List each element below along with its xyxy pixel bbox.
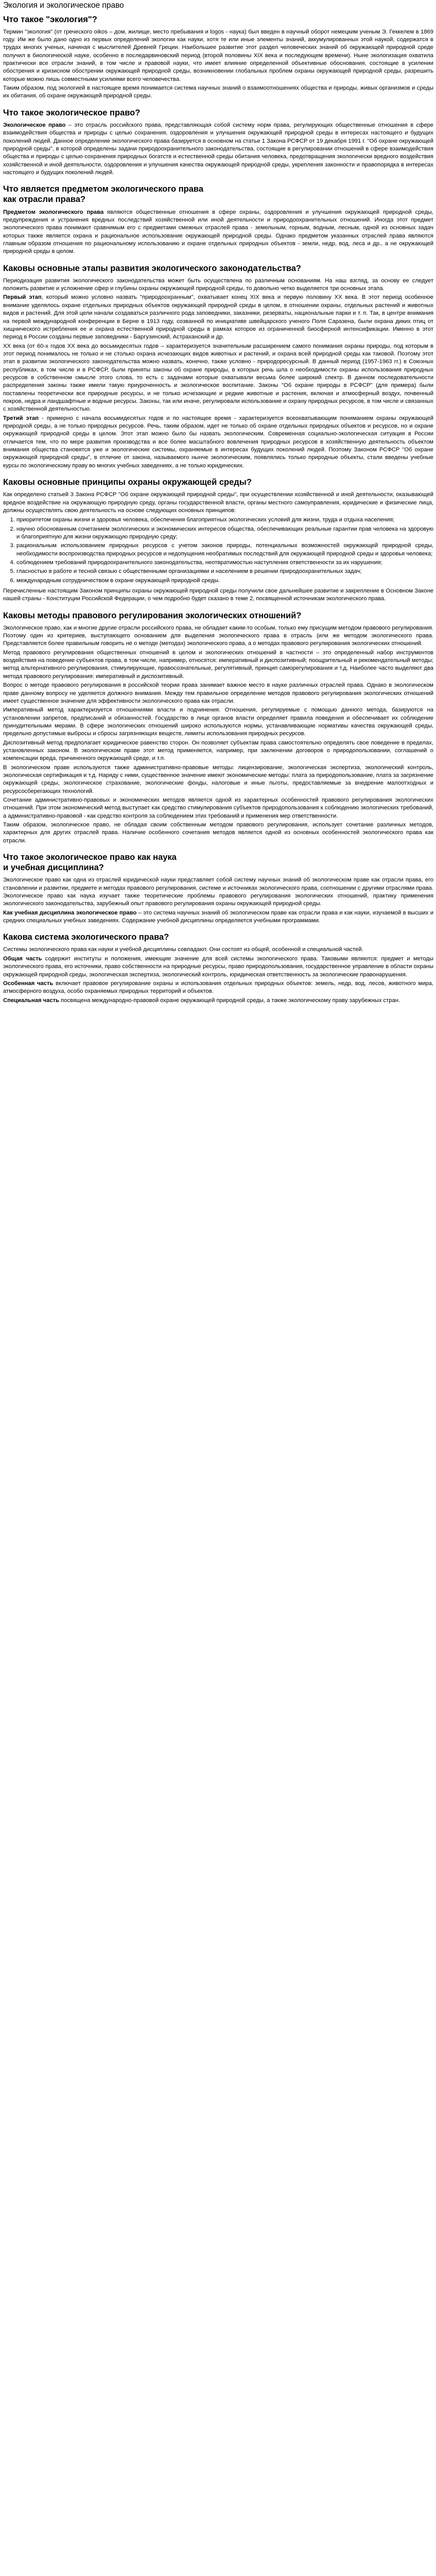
- section: [3, 184, 433, 256]
- paragraph-text: Императивный метод характеризуется отношениями власти и подчинения. Отношения, регулируемые с помощью данного метода, базируются на установлении запретов, предписаний и обязанностей. Государство в лице органов власти определяет правила поведения и обеспечивает их соблюдение принудительными мерами. В сфере экологических отношений широко используются нормы, устанавливающие нормативы качества окружающей среды, предельно допустимые выбросы и сбросы загрязняющих веществ, лимиты использования природных ресурсов.: [3, 707, 433, 737]
- document: [0, 0, 436, 1018]
- list-item: 6. международным сотрудничеством в охране окружающей природной среды.: [16, 577, 433, 585]
- section: [3, 108, 433, 177]
- paragraph-text: Перечисленные настоящим Законом принципы охраны окружающей природной среды получили свое дальнейшее развитие и закрепление в Основном Законе нашей страны - Конституции Российской Федерации, о чем подробно будет сказано в теме 2, посвященной источникам экологического права.: [3, 587, 433, 602]
- paragraph-text: являются общественные отношения в сфере охраны, оздоровления и улучшения окружающей природной среды, предупреждения и устранения вредных последствий хозяйственной или иной деятельности и природоохранительных отношений. Иногда этот предмет экологического права понимают сравнимым его с предметами смежных отраслей права - земельным, горным, водным, лесным, одной из основных задач которых также является охрана и рациональное использование окружающей природной среды. Однако предметом указанных отраслей права являются главным образом отношения по рациональному использованию и охране отдельных природных объектов - земли, недр, вод, леса и др., а не окружающей природной среды в целом.: [3, 209, 433, 255]
- paragraph-text: Таким образом, под экологией в настоящее время понимается система научных знаний о взаимоотношениях общества и природы, живых организмов и среды их обитания, об охране окружающей природной среды.: [3, 85, 433, 99]
- list-item: 2. научно обоснованным сочетанием экологических и экономических интересов общества, обеспечивающих реальные гарантии прав человека на здоровую и благоприятную для жизни окружающую природную среду;: [16, 526, 433, 541]
- section: [3, 477, 433, 603]
- section-heading: Что такое "экология"?: [3, 14, 97, 24]
- section-heading: Каковы основные принципы охраны окружающей среды?: [3, 478, 252, 487]
- paragraph-lead: Общая часть: [3, 955, 42, 962]
- paragraph-text: – это система научных знаний об экологическом праве как отрасли права и как науки, изучаемой в высших и средних специальных учебных заведениях. Содержание учебной дисциплины определяется учебными программами.: [3, 909, 434, 924]
- numbered-list: [3, 516, 433, 585]
- paragraph-text: Как определено статьей 3 Закона РСФСР "Об охране окружающей природной среды", при осуществлении хозяйственной и иной деятельности, оказывающей вредное воздействие на окружающую природную среду, органы государственной власти, органы местного самоуправления, юридические и физические лица, должны осуществлять свою деятельность на основе следующих основных принципов:: [3, 492, 433, 514]
- list-item: 3. рациональным использованием природных ресурсов с учетом законов природы, потенциальных возможностей окружающей природной среды, необходимости воспроизводства природных ресурсов и недопущения необратимых последствий для окружающей природной среды и здоровья человека;: [16, 542, 433, 558]
- section-heading: Каковы основные этапы развития экологического законодательства?: [3, 263, 302, 273]
- paragraph-lead: Предметом экологического права: [3, 209, 104, 215]
- paragraph: [3, 28, 433, 83]
- section-heading: Каковы методы правового регулирования экологических отношений?: [3, 611, 302, 620]
- section-heading: Что является предметом экологического права как отрасли права?: [3, 184, 204, 205]
- paragraph-lead: Третий этап: [3, 415, 39, 421]
- section-heading: Что такое экологическое право?: [3, 108, 141, 117]
- paragraph: [3, 84, 433, 100]
- paragraph: [3, 980, 433, 996]
- paragraph: [3, 587, 433, 603]
- paragraph-text: – это отрасль российского права, представляющая собой систему норм права, регулирующих общественные отношения в сфере взаимодействия общества и природы с целью сохранения, оздоровления и улучшения окружающей природной среды в интересах настоящего и будущих поколений людей. Данное определение экологического права базируется в основном на статье 1 Закона РСФСР от 19 декабря 1991 г. "Об охране окружающей природной среды", в которой определены задачи природоохранительного законодательства, состоящие в регулировании отношений в сфере взаимодействия общества и природы с целью сохранения природных богатств и естественной среды обитания человека, предотвращения экологически вредного воздействия хозяйственной и иной деятельности, оздоровления и улучшения качества окружающей природной среды, укрепления законности и правопорядка в интересах настоящего и будущих поколений людей.: [3, 122, 433, 176]
- paragraph: [3, 876, 433, 908]
- paragraph-text: Таким образом, экологическое право, не обладая своим собственным методом правового регулирования, использует сочетание различных методов, характерных для других отраслей права. Наличие особенного сочетания методов является одной из основных особенностей экологического права как отрасли.: [3, 822, 433, 844]
- paragraph: [3, 796, 433, 820]
- list-item: 5. гласностью в работе и тесной связью с общественными организациями и населением в решении природоохранительных задач;: [16, 568, 433, 575]
- paragraph: [3, 946, 433, 954]
- paragraph: [3, 682, 433, 705]
- paragraph-text: Системы экологического права как науки и учебной дисциплины совпадают. Они состоят из общей, особенной и специальной частей.: [3, 946, 363, 953]
- paragraph-lead: Особенная часть: [3, 980, 54, 987]
- list-item: 4. соблюдением требований природоохранительного законодательства, неотвратимостью наступления ответственности за их нарушения;: [16, 559, 433, 567]
- paragraph: [3, 706, 433, 738]
- paragraph: [3, 821, 433, 845]
- paragraph-lead: Экологическое право: [3, 122, 66, 128]
- sections-container: [3, 14, 433, 1005]
- section: [3, 611, 433, 845]
- list-item: 1. приоритетом охраны жизни и здоровья человека, обеспечения благоприятных экологических условий для жизни, труда и отдыха населения;: [16, 516, 433, 524]
- paragraph-text: XX века (от 60-х годов XX века до восьмидесятых годов – характеризуется значительным расширением самого понимания охраны природы, под которым в этот период понималось не только и не столько охрана исчезающих видов животных и растений, и охрана всей природной среды как таковой. Поэтому этот этап в развитии экологического законодательства можно назвать, конечно, также условно - природоресурсный. В данный период (1957-1963 гг.) в Союзных республиках, в том числе и в РСФСР, были приняты законы об охране природы, в которых речь шла о необходимости охраны использования природных ресурсов в собственном смысле этого слова, то есть с задачами которые охватывали весьма более широкий спектр. В данном последовательности распределения законы также имели такую приуроченность и экологическое воспитание. Законы "Об охране природы в РСФСР" (для примера) были поставлены теоретически все природные ресурсы, и не только исчезающие и редкие животные и растения, включая и атмосферный воздух, почвенный покров, недра и ландшафтные и водные ресурсы. Законы, так или иначе, регулировали использование и охрану природных ресурсов, в том числе и связанных с хозяйственной деятельностью.: [3, 343, 433, 413]
- paragraph: [3, 343, 433, 414]
- paragraph-text: Экологическое право как одна из отраслей юридической науки представляет собой систему научных знаний об экологическом праве как отрасли права, его становлении и развитии, предмете и методах правового регулирования, системе и источниках экологического права, соотношении с другими отраслями права. Экологическое право как наука изучает также теоретические проблемы правового регулирования экологических отношений, практику применения экологического законодательства, зарубежный опыт правового регулирования охраны окружающей природной среды.: [3, 877, 433, 907]
- section: [3, 852, 433, 925]
- paragraph-lead: Как учебная дисциплина экологическое право: [3, 909, 137, 916]
- paragraph-text: включает правовое регулирование охраны и использования отдельных природных объектов: земель, недр, вод, лесов, животного мира, атмосферного воздуха, особо охраняемых природных территорий и объектов.: [3, 980, 433, 995]
- paragraph-text: Вопрос о методе правового регулирования в российской теории права занимает важное место в науке различных отраслей права. Однако в экологическом праве данному вопросу не уделяется должного внимания. Между тем правильное определение методов правового регулирования экологических отношений имеет существенное значение для эффективности экологического права как отрасли.: [3, 682, 433, 704]
- paragraph-text: - примерно с начала восьмидесятых годов и по настоящее время - характеризуется всеохватывающим пониманием охраны окружающей природной среды, а не только природных ресурсов. Речь, таким образом, идет не только об охране отдельных природных объектов и ресурсов, но и охране окружающей природной среды в целом. Этот этап можно было бы назвать экологическим. Современная социально-экологическая ситуация в России отличается тем, что по мере развития производства и все более масштабного вовлечения природных ресурсов в хозяйственную деятельность объектом внимания общества становятся уже и экологические системы, охраняемые в интересах будущих поколений людей. Поэтому Законом РСФСР "Об охране окружающей природной среды", в отличие от закона, называемого нынче экологическим, появлялись только природные объекты, стали введены учебные курсы по экологическому праву во многих учебных заведениях, а не только юридических.: [3, 415, 433, 469]
- paragraph-text: Сочетание административно-правовых и экономических методов является одной из характерных особенностей правового регулирования экологических отношений. При этом экономический метод выступает как средство стимулирования субъектов природопользования к соблюдению экологических требований, а административно-правовой - как средство контроля за соблюдением этих требований и применения мер ответственности.: [3, 796, 433, 819]
- paragraph: [3, 997, 433, 1005]
- paragraph: [3, 649, 433, 681]
- paragraph: [3, 764, 433, 795]
- paragraph: [3, 909, 433, 925]
- paragraph-text: Периодизация развития экологического законодательства может быть осуществлена по различным основаниям. На наш взгляд, за основу ее следует положить развитие и усложнение сфер и глубины охраны окружающей природной среды, то довольно четко выделяется три основных этапа.: [3, 277, 433, 292]
- section-heading: Какова система экологического права?: [3, 933, 169, 942]
- paragraph-text: Термин "экология" (от греческого oikos – дом, жилище, место пребывания и logos - наука) был введен в научный оборот немецким ученым Э. Геккелем в 1869 году. Им же было дано одно из первых определений экологии как науки, хотя те или иные элементы знаний, аккумулированных этой наукой, содержатся в трудах многих ученых, начиная с мыслителей Древней Греции. Наибольшее развитие этот раздел человеческих знаний об окружающей природной среде получил в биологической науке, особенно в последарвиновский период (второй половины XIX века и последующем времени). Ныне экологизация охватила практически все отрасли знаний, в том числе и правовой науки, что имеет влияние определенной объективные обоснования, состоящие в усилении обострения и кризисном обострении окружающей природной среды, возникновении глобальных проблем охраны окружающей природной среды, разрешить которые можно лишь совместными усилиями всего человечества.: [3, 28, 433, 82]
- section-heading: Что такое экологическое право как наука и учебная дисциплина?: [3, 853, 177, 873]
- paragraph: [3, 955, 433, 979]
- paragraph: [3, 209, 433, 256]
- paragraph-text: , который можно условно назвать "природоохранным", охватывает конец XIX века и первую половину XX века. В этот период особенное внимание уделялось охране отдельных природных объектов окружающей природной среды в целом, в отношении охраны, отдельных растений и животных видов и растений. Для этой цели начали создаваться различного рода заповедники, заказники, резерваты, национальные парки и т. п. Так, в центре внимания на первой международной конференции в Берне в 1913 году, созванной по инициативе швейцарского ученого Поля Саразена, были охрана диких птиц от хищнического истребления ее и охрана естественной природной среды в рамках которое из ограниченной биосферной интенсификации. Именно в этот период в России созданы первые заповедники - Баргузинский, Астраханский и др.: [3, 294, 433, 341]
- paragraph-text: Метод правового регулирования общественных отношений в целом и экологических отношений в частности – это определенный набор инструментов воздействия на поведение субъектов права, в том числе, например, относятся: императивный и диспозитивный; поощрительный и рекомендательный методы; метод альтернативного регулирования, стимулирующие, правосознательные, регулятивный, принцип саморегулирования и т.д. Наиболее часто выделяют два метода правового регулирования: императивный и диспозитивный.: [3, 649, 433, 680]
- paragraph-text: В экологическом праве используются также административно-правовые методы: лицензирование, экологическая экспертиза, экологический контроль, экологическая сертификация и т.д. Наряду с ними, существенное значение имеют экономические методы: плата за природопользование, плата за загрязнение окружающей среды, экологическое страхование, экологические фонды, налоговые и иные льготы, предоставляемые за внедрение малоотходных и ресурсосберегающих технологий.: [3, 764, 433, 794]
- paragraph: [3, 624, 433, 648]
- paragraph: [3, 277, 433, 293]
- paragraph: [3, 739, 433, 763]
- section: [3, 14, 433, 100]
- paragraph-text: посвящена международно-правовой охране окружающей природной среды, а также экологическому праву зарубежных стран.: [59, 997, 400, 1004]
- paragraph-text: Экологическое право, как и многие другие отрасли российского права, не обладает каким-то особым, только ему присущим методом правового регулирования. Поэтому один из критериев, выступающего основанием для выделения экологического права в отрасль (или же методом экологического права. Представляется более правильным говорить не о методе (методах) экологического права, а о методах правового регулирования экологических отношений.: [3, 624, 433, 647]
- paragraph: [3, 294, 433, 341]
- paragraph: [3, 491, 433, 515]
- paragraph-lead: Первый этап: [3, 294, 42, 301]
- paragraph: [3, 122, 433, 177]
- paragraph: [3, 415, 433, 470]
- section: [3, 932, 433, 1005]
- paragraph-text: содержит институты и положения, имеющие значение для всей системы экологического права. Таковыми являются: предмет и методы экологического права, его источники, право собственности на природные ресурсы, право природопользования, государственное управление в области охраны окружающей природной среды, экологическая экспертиза, экологический контроль, юридическая ответственность за экологические правонарушения.: [3, 955, 433, 978]
- section: [3, 263, 433, 470]
- paragraph-lead: Специальная часть: [3, 997, 59, 1004]
- page-title: Экология и экологическое право: [3, 1, 124, 10]
- paragraph-text: Диспозитивный метод предполагает юридическое равенство сторон. Он позволяет субъектам права самостоятельно определять свое поведение в пределах, установленных законом. В экологическом праве этот метод применяется, например, при заключении договоров о природопользовании, соглашений о компенсации вреда, причиненного окружающей среде, и т.п.: [3, 739, 433, 762]
